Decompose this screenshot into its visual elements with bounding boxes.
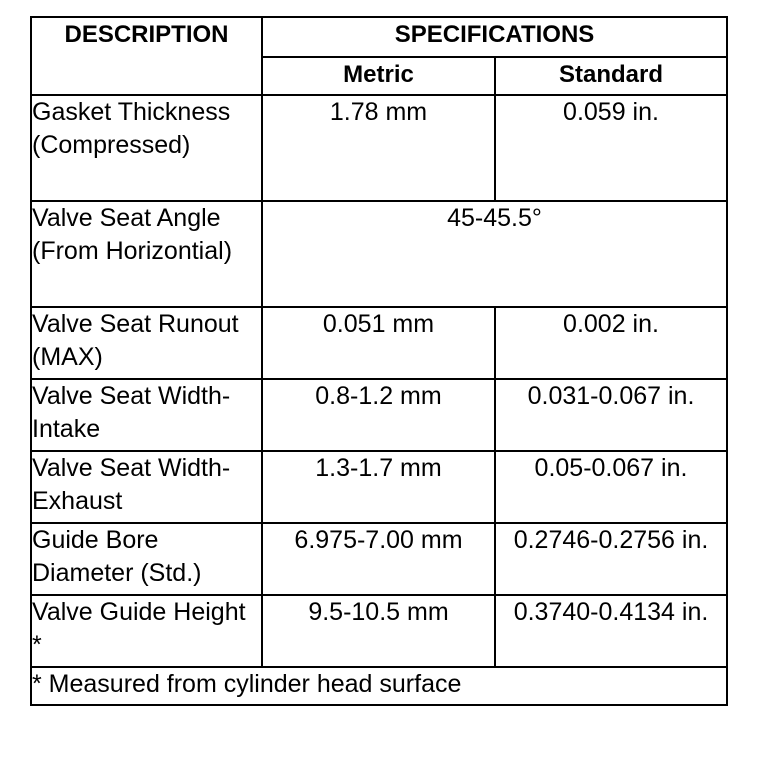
header-row (31, 17, 727, 57)
row-description: Valve Seat Width-Intake (31, 379, 262, 451)
row-description: Valve Guide Height * (31, 595, 262, 667)
table-row (31, 451, 727, 523)
row-standard-value: 0.3740-0.4134 in. (495, 595, 727, 667)
row-metric-value: 6.975-7.00 mm (262, 523, 495, 595)
row-standard-value: 0.05-0.067 in. (495, 451, 727, 523)
row-metric-value: 1.78 mm (262, 95, 495, 201)
row-metric-value: 1.3-1.7 mm (262, 451, 495, 523)
row-metric-value: 0.8-1.2 mm (262, 379, 495, 451)
row-metric-value: 9.5-10.5 mm (262, 595, 495, 667)
table-row (31, 307, 727, 379)
row-combined-value: 45-45.5° (262, 201, 727, 307)
table-row (31, 379, 727, 451)
row-description: Valve Seat Width-Exhaust (31, 451, 262, 523)
row-description: Valve Seat Angle (From Horizontial) (31, 201, 262, 307)
description-header: DESCRIPTION (31, 17, 262, 95)
table-row (31, 95, 727, 201)
row-standard-value: 0.002 in. (495, 307, 727, 379)
row-metric-value: 0.051 mm (262, 307, 495, 379)
footnote-row (31, 667, 727, 705)
table-row (31, 523, 727, 595)
row-standard-value: 0.031-0.067 in. (495, 379, 727, 451)
metric-header: Metric (262, 57, 495, 95)
row-description: Gasket Thickness (Compressed) (31, 95, 262, 201)
specifications-header: SPECIFICATIONS (262, 17, 727, 57)
standard-header: Standard (495, 57, 727, 95)
row-standard-value: 0.2746-0.2756 in. (495, 523, 727, 595)
row-standard-value: 0.059 in. (495, 95, 727, 201)
table-row (31, 595, 727, 667)
footnote: * Measured from cylinder head surface (31, 667, 727, 705)
table-row (31, 201, 727, 307)
specifications-table (30, 16, 728, 706)
row-description: Valve Seat Runout (MAX) (31, 307, 262, 379)
row-description: Guide Bore Diameter (Std.) (31, 523, 262, 595)
